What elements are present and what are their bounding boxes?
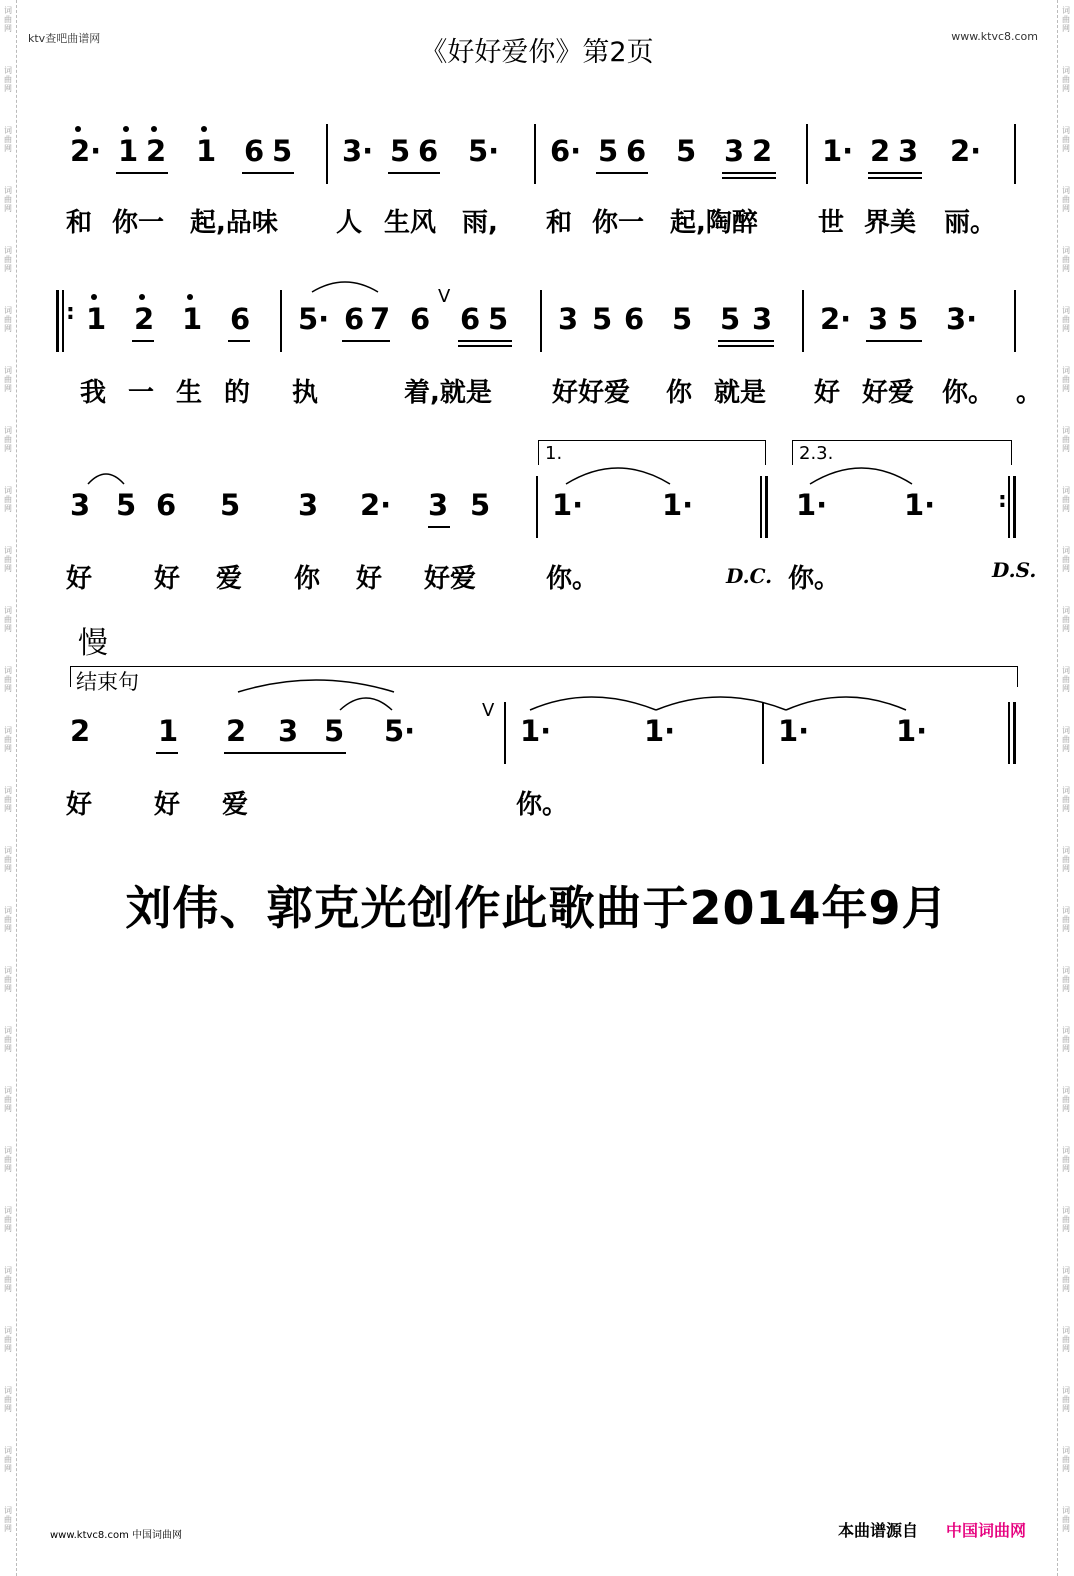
note: 1 bbox=[118, 134, 139, 168]
note: 2 bbox=[146, 134, 167, 168]
lyric: 生风 bbox=[384, 208, 437, 238]
side-watermark: 词 曲 网 bbox=[1062, 786, 1070, 813]
repeat-end-barline bbox=[1013, 476, 1016, 538]
lyric: 起,品味 bbox=[190, 208, 278, 238]
note: 5 bbox=[898, 302, 919, 336]
side-watermark: 词 曲 网 bbox=[4, 726, 12, 753]
underline bbox=[722, 172, 776, 174]
lyric: 好 bbox=[814, 378, 841, 408]
side-watermark: 词 曲 网 bbox=[4, 66, 12, 93]
side-watermark: 词 曲 网 bbox=[1062, 546, 1070, 573]
lyric: 你。 bbox=[788, 564, 841, 594]
slur bbox=[810, 468, 912, 484]
note: 1· bbox=[644, 714, 676, 748]
side-watermark: 词 曲 网 bbox=[4, 426, 12, 453]
note: 2 bbox=[870, 134, 891, 168]
high-octave-dot bbox=[75, 126, 81, 132]
side-watermark: 词 曲 网 bbox=[1062, 1326, 1070, 1353]
side-watermark: 词 曲 网 bbox=[4, 906, 12, 933]
note: 3 bbox=[70, 488, 91, 522]
side-watermark: 词 曲 网 bbox=[1062, 846, 1070, 873]
underline bbox=[132, 340, 154, 342]
header-right-watermark: www.ktvc8.com bbox=[951, 30, 1038, 43]
side-watermark: 词 曲 网 bbox=[1062, 1506, 1070, 1533]
side-watermark: 词 曲 网 bbox=[1062, 246, 1070, 273]
bar-line bbox=[540, 290, 542, 352]
side-watermark: 词 曲 网 bbox=[4, 6, 12, 33]
note: 2· bbox=[70, 134, 102, 168]
bar-line bbox=[504, 702, 506, 764]
double-barline bbox=[760, 476, 762, 538]
note: 3 bbox=[298, 488, 319, 522]
note: 2 bbox=[752, 134, 773, 168]
note: 5 bbox=[116, 488, 137, 522]
side-watermark: 词 曲 网 bbox=[4, 306, 12, 333]
high-octave-dot bbox=[187, 294, 193, 300]
lyric: 雨, bbox=[462, 208, 498, 238]
underline bbox=[718, 345, 774, 347]
high-octave-dot bbox=[91, 294, 97, 300]
lyric: 世 bbox=[818, 208, 845, 238]
volta-2-3: 2.3. bbox=[792, 440, 1012, 465]
side-watermark: 词 曲 网 bbox=[1062, 906, 1070, 933]
underline bbox=[228, 340, 250, 342]
side-watermark: 词 曲 网 bbox=[1062, 186, 1070, 213]
side-watermark: 词 曲 网 bbox=[4, 126, 12, 153]
side-watermark: 词 曲 网 bbox=[1062, 1086, 1070, 1113]
side-watermark: 词 曲 网 bbox=[1062, 1206, 1070, 1233]
underline bbox=[388, 172, 440, 174]
high-octave-dot bbox=[201, 126, 207, 132]
note: 1· bbox=[662, 488, 694, 522]
da-capo-mark: D.C. bbox=[726, 564, 773, 588]
high-octave-dot bbox=[151, 126, 157, 132]
note: 2· bbox=[950, 134, 982, 168]
dal-segno-mark: D.S. bbox=[992, 558, 1037, 582]
final-barline bbox=[1013, 702, 1016, 764]
lyric: 着,就是 bbox=[404, 378, 492, 408]
ending-bracket bbox=[70, 666, 1018, 687]
slur bbox=[566, 468, 670, 484]
underline bbox=[342, 340, 390, 342]
note: 3 bbox=[898, 134, 919, 168]
side-watermark: 词 曲 网 bbox=[1062, 1386, 1070, 1413]
lyric: 好爱 bbox=[862, 378, 915, 408]
side-watermark: 词 曲 网 bbox=[1062, 126, 1070, 153]
lyric: 好 bbox=[356, 564, 383, 594]
lyric: 起,陶醉 bbox=[670, 208, 758, 238]
note: 6 bbox=[624, 302, 645, 336]
underline bbox=[156, 752, 178, 754]
underline bbox=[722, 177, 776, 179]
note: 6 bbox=[410, 302, 431, 336]
side-watermark: 词 曲 网 bbox=[1062, 486, 1070, 513]
right-watermark-strip bbox=[1057, 0, 1074, 1576]
note: 6 bbox=[460, 302, 481, 336]
lyric: 你。 bbox=[516, 790, 569, 820]
lyric: 一 bbox=[128, 378, 155, 408]
side-watermark: 词 曲 网 bbox=[4, 186, 12, 213]
high-octave-dot bbox=[123, 126, 129, 132]
side-watermark: 词 曲 网 bbox=[4, 1266, 12, 1293]
bar-line bbox=[762, 702, 764, 764]
note: 1· bbox=[552, 488, 584, 522]
side-watermark: 词 曲 网 bbox=[4, 366, 12, 393]
note: 5 bbox=[592, 302, 613, 336]
side-watermark: 词 曲 网 bbox=[1062, 1266, 1070, 1293]
note: 3 bbox=[278, 714, 299, 748]
slur bbox=[340, 698, 392, 710]
note: 1· bbox=[796, 488, 828, 522]
lyric: 你一 bbox=[112, 208, 165, 238]
note: 3 bbox=[428, 488, 449, 522]
note: 3 bbox=[724, 134, 745, 168]
bar-line bbox=[1014, 124, 1016, 184]
footer-brand-link[interactable]: 中国词曲网 bbox=[946, 1521, 1027, 1540]
side-watermark: 词 曲 网 bbox=[4, 1146, 12, 1173]
underline bbox=[458, 340, 512, 342]
note: 5· bbox=[384, 714, 416, 748]
left-watermark-strip bbox=[0, 0, 17, 1576]
note: 1· bbox=[822, 134, 854, 168]
lyric: 执 bbox=[292, 378, 319, 408]
note: 5 bbox=[488, 302, 509, 336]
note: 1 bbox=[86, 302, 107, 336]
underline bbox=[596, 172, 648, 174]
side-watermark: 词 曲 网 bbox=[1062, 726, 1070, 753]
note: 7 bbox=[370, 302, 391, 336]
lyric: 人 bbox=[336, 208, 363, 238]
lyric: 好 bbox=[154, 790, 181, 820]
bar-line bbox=[1014, 290, 1016, 352]
lyric: 就是 bbox=[714, 378, 767, 408]
side-watermark: 词 曲 网 bbox=[1062, 426, 1070, 453]
side-watermark: 词 曲 网 bbox=[4, 1086, 12, 1113]
lyric: 我 bbox=[80, 378, 107, 408]
note: 5 bbox=[598, 134, 619, 168]
lyric: 和 bbox=[66, 208, 93, 238]
lyric: 爱 bbox=[216, 564, 243, 594]
side-watermark: 词 曲 网 bbox=[4, 1386, 12, 1413]
bar-line bbox=[326, 124, 328, 184]
composition-credit: 刘伟、郭克光创作此歌曲于2014年9月 bbox=[125, 881, 949, 935]
side-watermark: 词 曲 网 bbox=[4, 1506, 12, 1533]
side-watermark: 词 曲 网 bbox=[4, 666, 12, 693]
underline bbox=[868, 177, 922, 179]
side-watermark: 词 曲 网 bbox=[4, 246, 12, 273]
note: 3· bbox=[946, 302, 978, 336]
lyric: 你 bbox=[294, 564, 321, 594]
side-watermark: 词 曲 网 bbox=[1062, 6, 1070, 33]
repeat-start-barline bbox=[62, 290, 64, 352]
note: 5 bbox=[272, 134, 293, 168]
ending-label: 结束句 bbox=[76, 670, 139, 694]
double-barline bbox=[765, 476, 768, 538]
note: 6 bbox=[626, 134, 647, 168]
side-watermark: 词 曲 网 bbox=[1062, 1026, 1070, 1053]
side-watermark: 词 曲 网 bbox=[1062, 966, 1070, 993]
side-watermark: 词 曲 网 bbox=[4, 1026, 12, 1053]
lyric: 丽。 bbox=[944, 208, 997, 238]
side-watermark: 词 曲 网 bbox=[4, 966, 12, 993]
lyric: 好爱 bbox=[424, 564, 477, 594]
note: 1· bbox=[520, 714, 552, 748]
underline bbox=[868, 172, 922, 174]
note: 3 bbox=[558, 302, 579, 336]
side-watermark: 词 曲 网 bbox=[4, 846, 12, 873]
lyric: 你 bbox=[666, 378, 693, 408]
bar-line bbox=[534, 124, 536, 184]
bar-line bbox=[536, 476, 538, 538]
underline bbox=[718, 340, 774, 342]
note: 1 bbox=[182, 302, 203, 336]
side-watermark: 词 曲 网 bbox=[1062, 366, 1070, 393]
repeat-end-barline bbox=[1008, 476, 1010, 538]
note: 1· bbox=[896, 714, 928, 748]
side-watermark: 词 曲 网 bbox=[4, 546, 12, 573]
note: 3 bbox=[868, 302, 889, 336]
note: 2 bbox=[134, 302, 155, 336]
footer-left-watermark: www.ktvc8.com 中国词曲网 bbox=[50, 1530, 183, 1541]
side-watermark: 词 曲 网 bbox=[4, 486, 12, 513]
note: 6 bbox=[418, 134, 439, 168]
underline bbox=[866, 340, 922, 342]
note: 6 bbox=[156, 488, 177, 522]
underline bbox=[242, 172, 294, 174]
side-watermark: 词 曲 网 bbox=[1062, 306, 1070, 333]
side-watermark: 词 曲 网 bbox=[1062, 1146, 1070, 1173]
lyric: 爱 bbox=[222, 790, 249, 820]
side-watermark: 词 曲 网 bbox=[4, 1326, 12, 1353]
bar-line bbox=[280, 290, 282, 352]
lyric: 界美 bbox=[864, 208, 917, 238]
underline bbox=[116, 172, 168, 174]
slur bbox=[656, 697, 786, 710]
final-barline bbox=[1008, 702, 1010, 764]
note: 5 bbox=[324, 714, 345, 748]
note: 5 bbox=[720, 302, 741, 336]
side-watermark: 词 曲 网 bbox=[1062, 666, 1070, 693]
underline bbox=[428, 526, 450, 528]
lyric: 的 bbox=[224, 378, 251, 408]
breath-mark: V bbox=[482, 700, 495, 721]
note: 5 bbox=[672, 302, 693, 336]
side-watermark: 词 曲 网 bbox=[1062, 66, 1070, 93]
note: 1 bbox=[196, 134, 217, 168]
note: 5 bbox=[676, 134, 697, 168]
note: 5 bbox=[390, 134, 411, 168]
slur bbox=[786, 697, 906, 710]
bar-line bbox=[806, 124, 808, 184]
lyric: 。 bbox=[1016, 378, 1043, 408]
repeat-end-dots: : bbox=[998, 488, 1007, 513]
repeat-dots: : bbox=[66, 300, 75, 325]
lyric: 你。 bbox=[546, 564, 599, 594]
note: 3· bbox=[342, 134, 374, 168]
side-watermark: 词 曲 网 bbox=[1062, 1446, 1070, 1473]
note: 5· bbox=[298, 302, 330, 336]
lyric: 好好爱 bbox=[552, 378, 631, 408]
lyric: 好 bbox=[66, 564, 93, 594]
note: 2 bbox=[70, 714, 91, 748]
note: 3 bbox=[752, 302, 773, 336]
note: 2· bbox=[360, 488, 392, 522]
side-watermark: 词 曲 网 bbox=[1062, 606, 1070, 633]
tempo-mark: 慢 bbox=[78, 626, 108, 661]
volta-1: 1. bbox=[538, 440, 766, 465]
slur bbox=[312, 282, 378, 292]
note: 1· bbox=[904, 488, 936, 522]
slur bbox=[88, 474, 124, 484]
side-watermark: 词 曲 网 bbox=[4, 1446, 12, 1473]
footer-source-label: 本曲谱源自 bbox=[838, 1521, 919, 1540]
note: 5 bbox=[470, 488, 491, 522]
repeat-start-barline bbox=[56, 290, 59, 352]
note: 6 bbox=[244, 134, 265, 168]
note: 6 bbox=[230, 302, 251, 336]
note: 5· bbox=[468, 134, 500, 168]
note: 1· bbox=[778, 714, 810, 748]
high-octave-dot bbox=[139, 294, 145, 300]
side-watermark: 词 曲 网 bbox=[4, 1206, 12, 1233]
lyric: 好 bbox=[66, 790, 93, 820]
note: 1 bbox=[158, 714, 179, 748]
underline bbox=[458, 345, 512, 347]
lyric: 你一 bbox=[592, 208, 645, 238]
bar-line bbox=[802, 290, 804, 352]
note: 2· bbox=[820, 302, 852, 336]
side-watermark: 词 曲 网 bbox=[4, 786, 12, 813]
header-left-watermark: ktv查吧曲谱网 bbox=[28, 32, 101, 45]
lyric: 你。 bbox=[942, 378, 995, 408]
underline bbox=[224, 752, 346, 754]
note: 6· bbox=[550, 134, 582, 168]
lyric: 好 bbox=[154, 564, 181, 594]
page-title: 《好好爱你》第2页 bbox=[420, 37, 654, 68]
lyric: 和 bbox=[546, 208, 573, 238]
lyric: 生 bbox=[176, 378, 203, 408]
breath-mark: V bbox=[438, 286, 451, 307]
side-watermark: 词 曲 网 bbox=[4, 606, 12, 633]
slur bbox=[530, 697, 656, 710]
note: 2 bbox=[226, 714, 247, 748]
note: 6 bbox=[344, 302, 365, 336]
note: 5 bbox=[220, 488, 241, 522]
